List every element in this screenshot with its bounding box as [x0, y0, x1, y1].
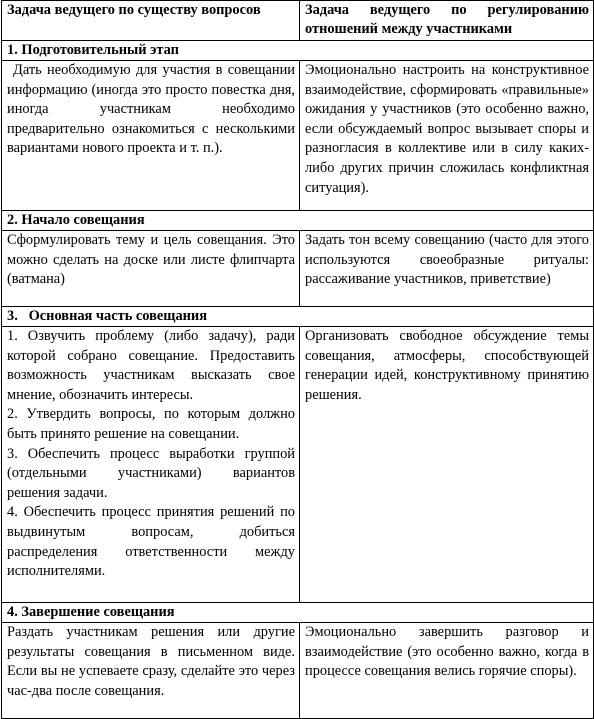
section-title: 3. Основная часть совещания: [2, 307, 594, 327]
table-row: [2, 327, 594, 603]
header-cell-relations-task: Задача ведущего по регулированию отношений между участниками: [300, 1, 594, 41]
cell-paragraph: Организовать свободное обсуждение темы совещания, атмосферы, способствующей генерации идей, конструктивному принятию решения.: [305, 328, 589, 403]
content-task-cell: [2, 61, 300, 211]
cell-paragraph: Задать тон всему совещанию (часто для этого используются своеобразные ритуалы: рассаживание участников, приветствие): [305, 232, 589, 288]
section-row: [2, 307, 594, 327]
cell-paragraph: Эмоционально настроить на конструктивное взаимодействие, сформировать «правильные» ожидания у участников (это особенно важно, если обсуждаемый вопрос вызывает споры и разногласия в коллективе или в силу каких-либо других причин сложилась конфликтная ситуация).: [305, 62, 589, 196]
section-row: [2, 603, 594, 623]
section-title: 1. Подготовительный этап: [2, 41, 594, 61]
meeting-tasks-table: [1, 0, 594, 719]
relations-task-cell: [300, 231, 594, 307]
cell-paragraph: Раздать участникам решения или другие результаты совещания в письменном виде. Если вы не успеваете сразу, сделайте это через час-два после совещания.: [7, 624, 295, 699]
table-row: [2, 231, 594, 307]
section-row: [2, 41, 594, 61]
table-row: [2, 61, 594, 211]
header-row: [2, 1, 594, 41]
relations-task-cell: [300, 61, 594, 211]
relations-task-cell: [300, 623, 594, 719]
header-cell-content-task: Задача ведущего по существу вопросов: [2, 1, 300, 41]
cell-paragraph: Эмоционально завершить разговор и взаимодействие (это особенно важно, когда в процессе совещания велись горячие споры).: [305, 624, 589, 680]
cell-paragraph: Сформулировать тему и цель совещания. Это можно сделать на доске или листе флипчарта (ватмана): [7, 232, 295, 288]
cell-paragraph: Дать необходимую для участия в совещании информацию (иногда это просто повестка дня, иногда участникам необходимо предварительно ознакомиться с несколькими вариантами нового проекта и т. п.).: [7, 62, 295, 157]
table-row: [2, 623, 594, 719]
content-task-cell: [2, 327, 300, 603]
cell-paragraph: 2. Утвердить вопросы, по которым должно быть принято решение на совещании.: [7, 406, 295, 442]
section-title: 2. Начало совещания: [2, 211, 594, 231]
section-row: [2, 211, 594, 231]
section-title: 4. Завершение совещания: [2, 603, 594, 623]
cell-paragraph: 1. Озвучить проблему (либо задачу), ради которой собрано совещание. Предоставить возможность участникам высказать свое мнение, обозначить интересы.: [7, 328, 295, 403]
relations-task-cell: [300, 327, 594, 603]
cell-paragraph: 4. Обеспечить процесс принятия решений по выдвинутым вопросам, добиться распределения ответственности между исполнителями.: [7, 504, 295, 580]
cell-paragraph: 3. Обеспечить процесс выработки группой (отдельными участниками) вариантов решения задачи.: [7, 445, 295, 501]
content-task-cell: [2, 623, 300, 719]
content-task-cell: [2, 231, 300, 307]
